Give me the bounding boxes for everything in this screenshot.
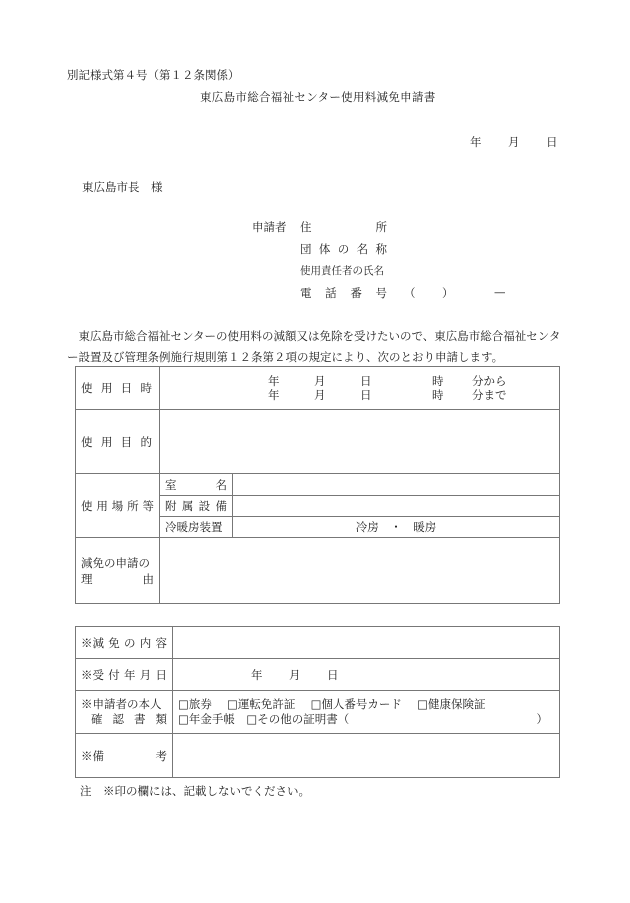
group-name-label: 団 体 の 名 称	[300, 242, 387, 256]
responsible-person-field[interactable]	[300, 263, 384, 278]
phone-dash: —	[494, 285, 506, 299]
checkbox-my-number-card[interactable]: □個人番号カード	[310, 697, 402, 711]
date-year-label: 年	[470, 135, 482, 149]
id-documents-label: ※申請者の本人 確 認 書 類	[76, 691, 173, 734]
reason-row	[76, 538, 560, 604]
applicant-label: 申請者	[252, 220, 287, 234]
reason-label: 減免の申請の 理 由	[76, 538, 160, 604]
date-month-label: 月	[508, 135, 520, 149]
usage-datetime-field[interactable]	[160, 367, 560, 410]
id-documents-row	[76, 691, 560, 734]
usage-datetime-row	[76, 367, 560, 410]
id-documents-options	[173, 691, 560, 734]
equipment-label: 附 属 設 備	[160, 496, 233, 517]
usage-datetime-label: 使 用 日 時	[76, 367, 160, 410]
remarks-field[interactable]	[173, 734, 560, 778]
checkbox-drivers-license[interactable]: □運転免許証	[227, 697, 296, 711]
usage-purpose-row	[76, 410, 560, 474]
reason-field[interactable]	[160, 538, 560, 604]
checkbox-other-certificate[interactable]: □その他の証明書（	[246, 712, 350, 726]
footnote: 注 ※印の欄には、記載しないでください。	[80, 784, 310, 798]
received-date-field[interactable]: 年 月 日	[173, 659, 560, 691]
address-label: 住 所	[300, 220, 387, 234]
form-number: 別記様式第４号（第１２条関係）	[67, 68, 240, 82]
phone-field[interactable]	[300, 285, 387, 301]
room-name-field[interactable]	[233, 474, 560, 496]
phone-close-paren: ）	[442, 286, 454, 300]
remarks-row	[76, 734, 560, 778]
received-date-row	[76, 659, 560, 691]
usage-place-label: 使 用 場 所 等	[76, 474, 160, 538]
usage-table	[75, 366, 560, 604]
other-close-paren: ）	[536, 712, 548, 726]
addressee: 東広島市長 様	[82, 180, 163, 194]
checkbox-pension-book[interactable]: □年金手帳	[178, 712, 235, 726]
intro-text: 東広島市総合福祉センターの使用料の減額又は免除を受けたいので、東広島市総合福祉センター設置及び管理条例施行規則第１２条第２項の規定により、次のとおり申請します。	[67, 329, 561, 364]
room-name-row	[76, 474, 560, 496]
exemption-content-label: ※減 免 の 内 容	[76, 627, 173, 659]
usage-purpose-field[interactable]	[160, 410, 560, 474]
exemption-content-field[interactable]	[173, 627, 560, 659]
room-name-label: 室 名	[160, 474, 233, 496]
usage-to: 年 月 日 時 分まで	[268, 388, 507, 402]
application-date	[470, 134, 558, 150]
aircon-option[interactable]: 冷房 ・ 暖房	[233, 517, 560, 538]
checkbox-passport[interactable]: □旅券	[178, 697, 212, 711]
phone-open-paren: （	[404, 286, 416, 300]
usage-purpose-label: 使 用 目 的	[76, 410, 160, 474]
usage-from: 年 月 日 時 分から	[268, 374, 507, 388]
phone-label: 電 話 番 号	[300, 286, 387, 300]
exemption-content-row	[76, 627, 560, 659]
address-field[interactable]	[300, 219, 387, 235]
group-name-field[interactable]	[300, 241, 387, 257]
remarks-label: ※備 考	[76, 734, 173, 778]
responsible-person-label: 使用責任者の氏名	[300, 265, 384, 277]
office-use-table	[75, 626, 560, 778]
date-day-label: 日	[546, 135, 558, 149]
equipment-field[interactable]	[233, 496, 560, 517]
checkbox-health-insurance[interactable]: □健康保険証	[417, 697, 486, 711]
received-date-label: ※受 付 年 月 日	[76, 659, 173, 691]
form-title: 東広島市総合福祉センター使用料減免申請書	[200, 90, 436, 104]
aircon-label: 冷暖房装置	[160, 517, 233, 538]
